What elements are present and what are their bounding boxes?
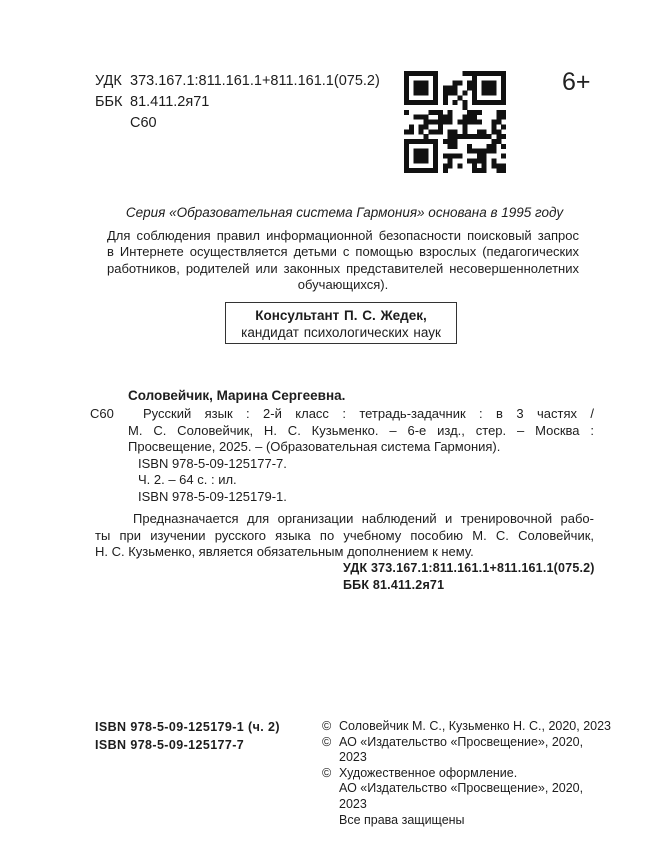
- consultant-box: [225, 302, 457, 344]
- copyright-text: Все права защищены: [339, 812, 465, 827]
- copyright-text: Художественное оформление.: [339, 765, 518, 780]
- author-heading: Соловейчик, Марина Сергеевна.: [128, 388, 346, 403]
- classification-bold-block: [343, 560, 595, 593]
- copyright-sign: ©: [322, 734, 332, 749]
- copyright-line: [322, 781, 612, 812]
- copyright-line: [322, 766, 612, 782]
- classification-top-block: [95, 71, 380, 134]
- safety-note-line: обучающихся).: [297, 277, 389, 293]
- series-line: Серия «Образовательная система Гармония» основана в 1995 году: [125, 205, 564, 220]
- bib-description-line: Просвещение, 2025. – (Образовательная система Гармония).: [128, 439, 501, 455]
- udk-row: [95, 71, 380, 92]
- copyright-sign: ©: [322, 719, 332, 733]
- footer-copyright-block: [322, 719, 612, 828]
- consultant-name: Консультант П. С. Жедек,: [255, 308, 427, 323]
- consultant-title: кандидат психологических наук: [241, 325, 441, 340]
- footer-isbn-line: ISBN 978-5-09-125177-7: [95, 737, 245, 752]
- bbk-row: [95, 92, 380, 113]
- copyright-sign: [322, 813, 339, 829]
- udk-label: УДК: [95, 73, 122, 89]
- footer-isbn-line: ISBN 978-5-09-125179-1 (ч. 2): [95, 720, 280, 734]
- bbk-value: 81.411.2я71: [130, 94, 210, 110]
- bib-description-line: М. С. Соловейчик, Н. С. Кузьменко. – 6-е изд., стер. – Москва :: [128, 422, 594, 438]
- copyright-text: Соловейчик М. С., Кузьменко Н. С., 2020, 2023: [339, 719, 612, 733]
- annotation-line: Предназначается для организации наблюдений и тренировочной рабо-: [133, 511, 594, 526]
- bib-part-info: Ч. 2. – 64 с. : ил.: [138, 472, 237, 488]
- bib-code: С60: [90, 406, 114, 421]
- copyright-line: [322, 719, 612, 735]
- annotation-line: Н. С. Кузьменко, является обязательным дополнением к нему.: [95, 544, 474, 560]
- copyright-sign: ©: [322, 765, 332, 780]
- annotation: [95, 511, 594, 561]
- footer-isbn-block: [95, 719, 280, 754]
- safety-note-line: Для соблюдения правил информационной безопасности поисковый запрос: [107, 228, 579, 243]
- safety-note-line: в Интернете осуществляется детьми с помощью взрослых (педагогических: [107, 244, 579, 260]
- author-code-row: [95, 113, 380, 134]
- copyright-line: [322, 813, 612, 829]
- author-code: С60: [130, 115, 157, 131]
- bib-description-line: Русский язык : 2-й класс : тетрадь-задачник : в 3 частях /: [143, 406, 594, 421]
- bbk-label: ББК: [95, 94, 123, 110]
- copyright-text: АО «Издательство «Просвещение», 2020, 2023: [339, 734, 584, 765]
- bbk-bold-line: ББК 81.411.2я71: [343, 577, 445, 592]
- copyright-sign: [322, 781, 339, 812]
- safety-note: [107, 228, 579, 294]
- annotation-line: ты при изучении русского языка по учебному пособию М. С. Соловейчик,: [95, 527, 594, 543]
- copyright-text: АО «Издательство «Просвещение», 2020, 2023: [339, 781, 584, 811]
- udk-value: 373.167.1:811.161.1+811.161.1(075.2): [130, 73, 380, 89]
- bib-isbn-part1: ISBN 978-5-09-125177-7.: [138, 455, 287, 471]
- copyright-line: [322, 735, 612, 766]
- age-rating-badge: 6+: [562, 68, 591, 96]
- bib-isbn-part2: ISBN 978-5-09-125179-1.: [138, 489, 287, 504]
- qr-code: [404, 71, 506, 173]
- safety-note-line: работников, родителей или законных представителей несовершеннолетних: [107, 260, 579, 276]
- udk-bold-line: УДК 373.167.1:811.161.1+811.161.1(075.2): [343, 561, 595, 575]
